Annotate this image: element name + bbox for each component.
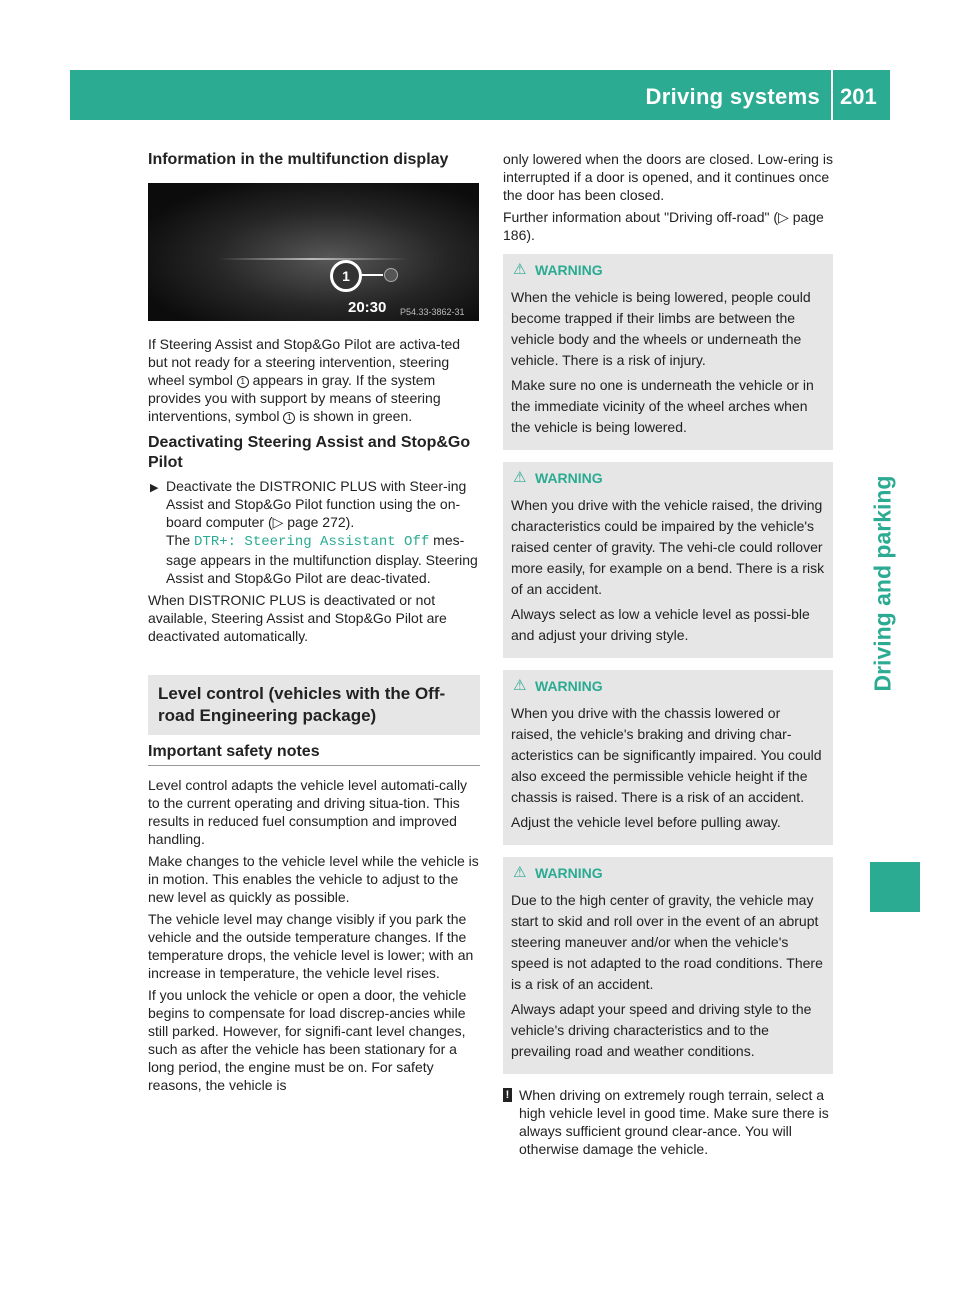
warning-text: When you drive with the vehicle raised, the driving characteristics could be impaired by the vehicle's raised center of gravity. The vehi-cle could rollover more easily, for example on a bend. There is a risk of an accident. bbox=[511, 497, 825, 597]
multifunction-display-image bbox=[148, 183, 479, 321]
warning-box bbox=[503, 857, 833, 1074]
paragraph: only lowered when the doors are closed. Low-ering is interrupted if a door is opened, and it continues once the door has been closed. bbox=[503, 151, 833, 203]
warning-title: WARNING bbox=[535, 262, 603, 278]
warning-triangle-icon: ⚠ bbox=[513, 677, 527, 694]
warning-text: When the vehicle is being lowered, people could become trapped if their limbs are between the vehicle body and the wheels or underneath the vehicle. There is a risk of injury. bbox=[511, 289, 811, 368]
warning-triangle-icon: ⚠ bbox=[513, 469, 527, 486]
paragraph: Make changes to the vehicle level while the vehicle is in motion. This enables the vehicle to adjust to the new level as quickly as possible. bbox=[148, 853, 479, 905]
paragraph: If Steering Assist and Stop&Go Pilot are activa-ted but not ready for a steering intervention, steering wheel symbol 1 appears in gray. If the system provides you with support by means of steering interventions, symbol 1 is shown in green. bbox=[148, 336, 461, 424]
page-number: 201 bbox=[840, 84, 877, 109]
warning-title: WARNING bbox=[535, 470, 603, 486]
paragraph: Level control adapts the vehicle level automati-cally to the current operating and driving situa-tion. This results in reduced fuel consumption and improved handling. bbox=[148, 777, 468, 847]
warning-triangle-icon: ⚠ bbox=[513, 864, 527, 881]
notice bbox=[503, 1086, 833, 1158]
paragraph: Further information about "Driving off-road" (▷ page 186). bbox=[503, 209, 824, 243]
warning-text: Adjust the vehicle level before pulling away. bbox=[511, 814, 781, 830]
symbol-1-icon: 1 bbox=[237, 376, 249, 388]
warning-triangle-icon: ⚠ bbox=[513, 261, 527, 278]
deactivating-heading: Deactivating Steering Assist and Stop&Go Pilot bbox=[148, 434, 471, 471]
section-title: Level control (vehicles with the Off-road Engineering package) bbox=[158, 684, 446, 725]
warning-box bbox=[503, 670, 833, 845]
steering-wheel-symbol-icon: 1 bbox=[330, 260, 362, 292]
info-heading: Information in the multifunction display bbox=[148, 151, 449, 168]
warning-text: Always adapt your speed and driving style to the vehicle's driving characteristics and to the prevailing road and weather conditions. bbox=[511, 1001, 812, 1059]
section-title-box bbox=[148, 675, 480, 735]
warning-box bbox=[503, 254, 833, 450]
warning-title: WARNING bbox=[535, 678, 603, 694]
paragraph: The vehicle level may change visibly if you park the vehicle and the outside temperature changes. If the temperature drops, the vehicle level is lower; with an increase in temperature, the vehicle level rises. bbox=[148, 911, 474, 981]
display-time: 20:30 bbox=[348, 299, 387, 316]
paragraph: When DISTRONIC PLUS is deactivated or not available, Steering Assist and Stop&Go Pilot are deactivated automatically. bbox=[148, 592, 447, 644]
display-indicator-icon bbox=[384, 268, 398, 282]
instruction-step: ▶ Deactivate the DISTRONIC PLUS with Steer-ing Assist and Stop&Go Pilot function using the on-board computer (▷ page 272). The DTR+: Steering Assistant Off mes-sage appears in the multifunction display. Steering Assist and Stop&Go Pilot are deac-tivated. bbox=[150, 478, 478, 586]
page-reference-link[interactable]: page 272 bbox=[287, 514, 346, 530]
warning-box bbox=[503, 462, 833, 658]
notice-text: When driving on extremely rough terrain, select a high vehicle level in good time. Make sure there is always sufficient ground clear-ance. You will otherwise damage the vehicle. bbox=[519, 1087, 829, 1157]
side-tab-label: Driving and parking bbox=[869, 475, 896, 692]
right-column bbox=[503, 150, 833, 1158]
warning-text: Always select as low a vehicle level as possi-ble and adjust your driving style. bbox=[511, 606, 810, 643]
warning-text: Due to the high center of gravity, the vehicle may start to skid and roll over in the event of an abrupt steering maneuver and/or when the vehicle's speed is not adapted to the road conditions. There is a risk of an accident. bbox=[511, 892, 823, 992]
display-glow-line bbox=[218, 258, 408, 260]
step-arrow-icon: ▶ bbox=[150, 482, 159, 494]
page-reference-link[interactable]: page 186 bbox=[503, 209, 824, 243]
display-connector bbox=[361, 274, 383, 276]
warning-title: WARNING bbox=[535, 865, 603, 881]
side-tab-block bbox=[870, 862, 920, 912]
image-code: P54.33-3862-31 bbox=[400, 307, 465, 317]
header-divider bbox=[831, 70, 833, 120]
display-message: DTR+: Steering Assistant Off bbox=[194, 534, 430, 550]
symbol-1-icon: 1 bbox=[283, 412, 295, 424]
warning-text: Make sure no one is underneath the vehicle or in the immediate vicinity of the wheel arches when the vehicle is being lowered. bbox=[511, 377, 814, 435]
safety-notes-heading: Important safety notes bbox=[148, 743, 480, 766]
paragraph: If you unlock the vehicle or open a door, the vehicle begins to compensate for load discrep-ancies while still parked. However, for signifi-cant level changes, such as after the vehicle has been stationary for a long period, the engine must be on. For safety reasons, the vehicle is bbox=[148, 987, 467, 1093]
side-tab bbox=[869, 425, 896, 755]
left-column bbox=[148, 150, 480, 1098]
exclamation-icon: ! bbox=[503, 1088, 512, 1102]
warning-text: When you drive with the chassis lowered or raised, the vehicle's braking and driving char-acteristics can be significantly impaired. You could also exceed the permissible vehicle height if the chassis is raised. There is a risk of an accident. bbox=[511, 705, 822, 805]
chapter-title: Driving systems bbox=[645, 84, 820, 109]
